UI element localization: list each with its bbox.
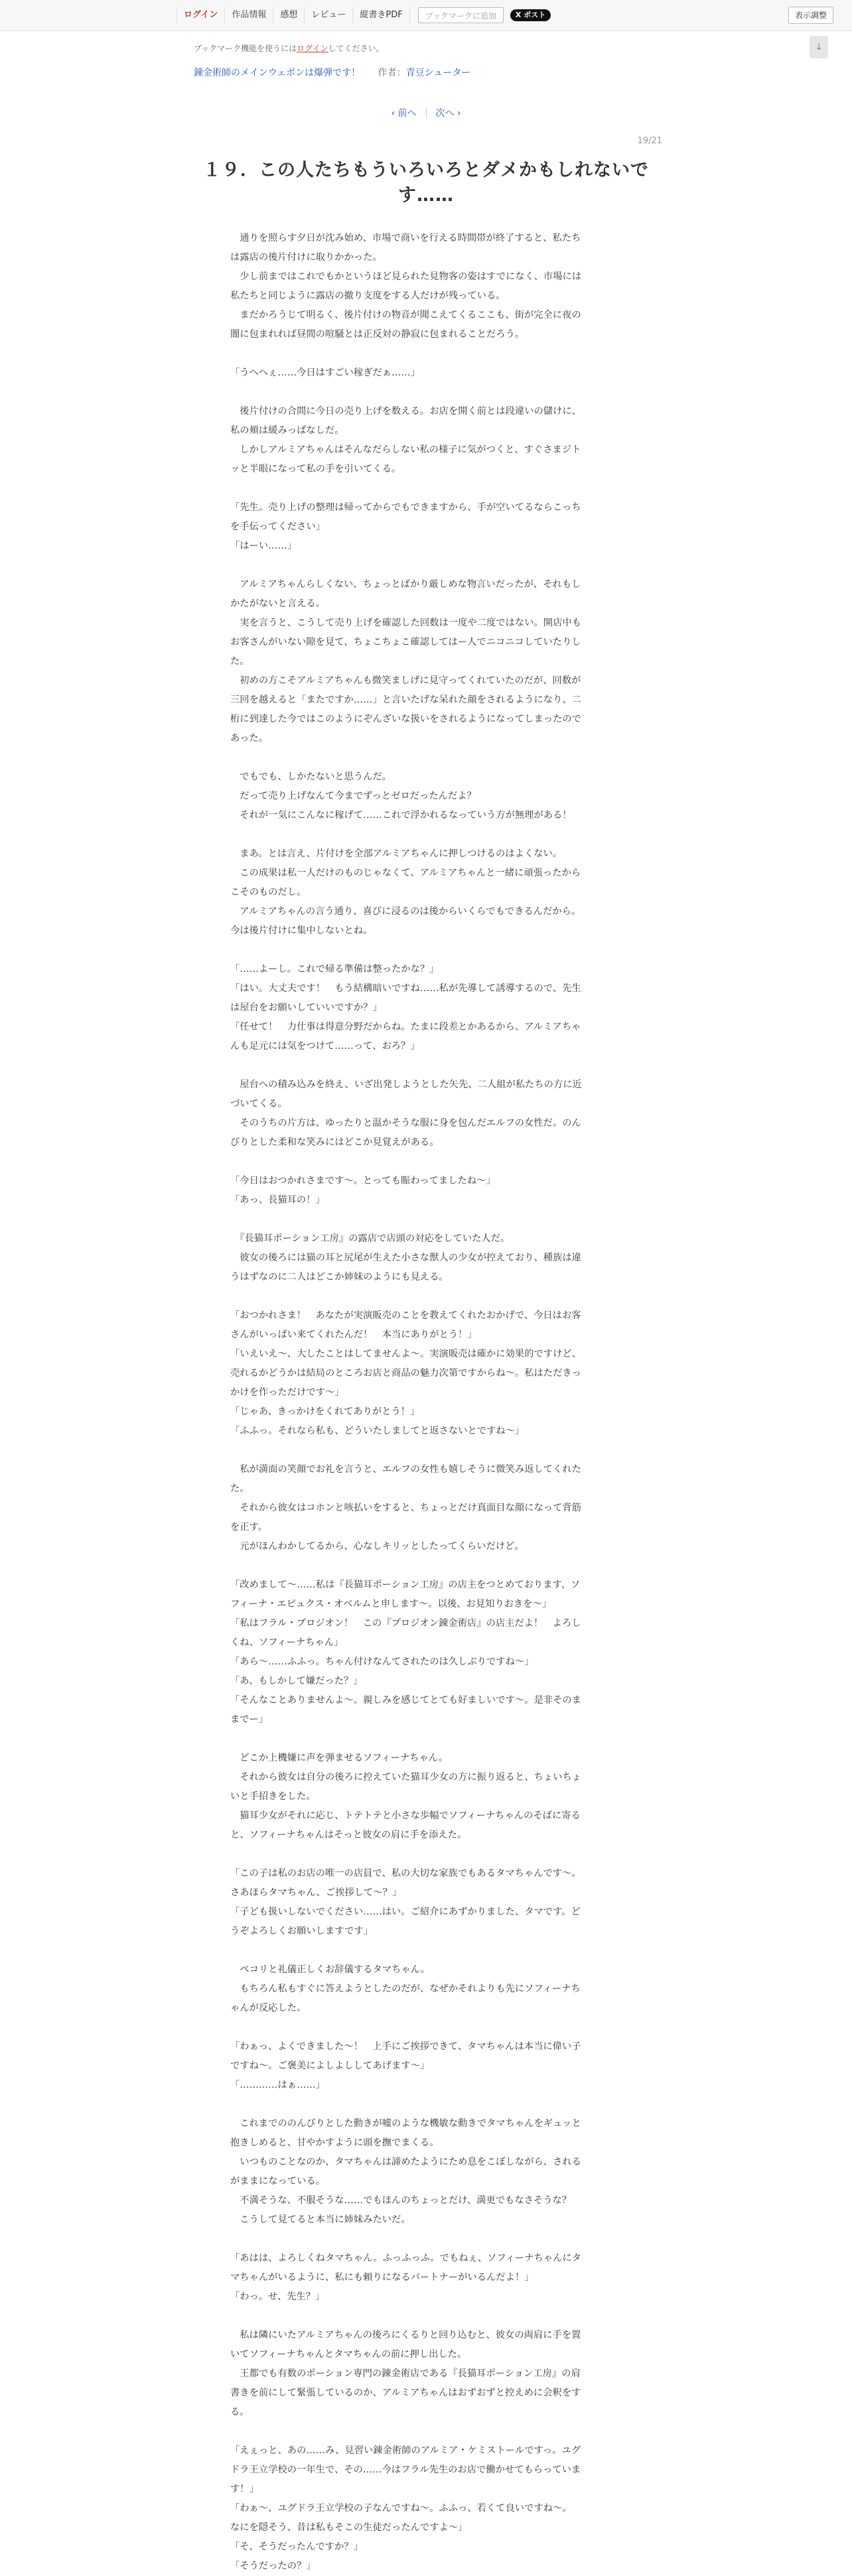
author-label: 作者：: [378, 68, 406, 78]
body-line: 「ふふっ。それなら私も、どういたしましてと返さないとですね〜」: [230, 1426, 525, 1436]
body-line: 「はーい……」: [230, 541, 297, 551]
blank-line: [230, 941, 624, 960]
chapter-title: １９．この人たちもういろいろとダメかもしれないです……: [203, 160, 649, 206]
chevron-down-icon: ↓: [815, 42, 823, 52]
body-line: 「……よーし。これで帰る準備は整ったかな？」: [230, 964, 439, 975]
blank-line: [230, 2018, 624, 2037]
top-navigation-bar: [0, 0, 852, 31]
body-line: 「じゃあ、きっかけをくれてありがとう！」: [230, 1406, 420, 1417]
bookmark-notice-suffix: してください。: [328, 44, 384, 53]
body-line: 「私はフラル・プロジオン！ この『プロジオン錬金術店』の店主だよ！ よろし: [230, 1618, 581, 1629]
body-line: 「そんなことありませんよ〜。親しみを感じてとても好ましいです〜。是非そのま: [230, 1695, 581, 1706]
blank-line: [230, 748, 624, 768]
author-link[interactable]: 青豆シューター: [405, 68, 471, 78]
body-line: しかしアルミアちゃんはそんなだらしない私の様子に気がつくと、すぐさまジト: [230, 444, 581, 455]
body-line: 初めの方こそアルミアちゃんも微笑ましげに見守ってくれていたのだが、回数が: [230, 675, 581, 686]
add-bookmark-button[interactable]: ブックマークに追加: [418, 7, 504, 23]
body-line: ですね〜。ご褒美によしよししてあげます〜」: [230, 2061, 430, 2071]
blank-line: [230, 1441, 624, 1460]
blank-line: [230, 2095, 624, 2114]
body-line: この成果は私一人だけのものじゃなくて、アルミアちゃんと一緒に頑張ったから: [230, 868, 581, 878]
body-line: 「そ、そうだったんですか？」: [230, 2542, 363, 2552]
body-line: 「そうだったの？」: [230, 2561, 316, 2571]
blank-line: [230, 344, 624, 364]
chapter-number: 19/21: [637, 136, 662, 146]
body-line: 三回を越えると「またですか……」と言いたげな呆れた顔をされるようになり、二: [230, 695, 581, 705]
body-line: 「あはは、よろしくねタマちゃん。ふっふっふ。でもねぇ、ソフィーナちゃんにタ: [230, 2253, 581, 2264]
body-line: は屋台をお願いしていいですか？」: [230, 1002, 382, 1013]
body-line: す！」: [230, 2484, 259, 2494]
body-line: る。: [230, 2407, 249, 2417]
blank-line: [230, 1941, 624, 1960]
body-line: 私たちと同じように露店の撤り支度をする人だけが残っている。: [230, 291, 506, 301]
body-line: だって売り上げなんて今までずっとゼロだったんだよ？: [230, 791, 476, 801]
blank-line: [230, 1556, 624, 1576]
body-line: 抱きしめると、甘やかすように頭を撫でまくる。: [230, 2137, 439, 2148]
body-line: あった。: [230, 733, 269, 744]
body-line: 元がほんわかしてるから、心なしキリッとしたってくらいだけど。: [230, 1541, 524, 1552]
body-line: 売れるかどうかは結局のところお店と商品の魅力次第ですからね〜。私はただきっ: [230, 1368, 581, 1379]
blank-line: [230, 825, 624, 845]
blank-line: [230, 383, 624, 402]
body-line: 「…………はぁ……」: [230, 2080, 325, 2090]
body-line: 後片付けの合間に今日の売り上げを数える。お店を開く前とは段違いの儲けに、: [230, 406, 581, 417]
login-link[interactable]: ログイン: [177, 7, 225, 24]
body-line: いてソフィーナちゃんとタマちゃんの前に押し出した。: [230, 2349, 467, 2360]
body-line: うはずなのに二人はどこか姉妹のようにも見える。: [230, 1272, 449, 1282]
body-line: 少し前まではこれでもかというほど見られた見物客の姿はすでになく、市場には: [230, 271, 582, 282]
body-line: ドラ王立学校の一年生で、その……今はフラル先生のお店で働かせてもらっていま: [230, 2465, 581, 2475]
next-chapter-link[interactable]: 次へ ›: [435, 108, 461, 119]
body-line: 「はい。大丈夫です！ もう結構暗いですね……私が先導して誘導するので、先生: [230, 983, 581, 994]
novel-body: [230, 229, 624, 2576]
blank-line: [230, 2422, 624, 2441]
body-line: 「あ、もしかして嫌だった？」: [230, 1676, 363, 1686]
body-line: いつものことなのか、タマちゃんは諦めたようにため息をこぼしながら、される: [230, 2157, 581, 2167]
body-line: 「わぁっ、よくできました〜！ 上手にご挨拶できて、タマちゃんは本当に偉い子: [230, 2041, 581, 2052]
body-line: かたがないと言える。: [230, 598, 325, 609]
x-share-button[interactable]: X ポスト: [510, 9, 551, 21]
body-line: マちゃんがいるように、私にも頼りになるパートナーがいるんだよ！」: [230, 2272, 534, 2283]
scroll-down-button[interactable]: [810, 36, 828, 58]
body-line: それから彼女は自分の後ろに控えていた猫耳少女の方に振り返ると、ちょいちょ: [230, 1772, 581, 1783]
blank-line: [230, 2307, 624, 2326]
body-line: 今は後片付けに集中しないとね。: [230, 925, 373, 936]
body-line: を手伝ってください」: [230, 521, 325, 532]
body-line: 私が満面の笑顔でお礼を言うと、エルフの女性も嬉しそうに微笑み返してくれた: [230, 1464, 581, 1475]
body-line: までー」: [230, 1714, 269, 1725]
prev-chapter-link[interactable]: ‹ 前へ: [391, 108, 417, 119]
pager-divider: [426, 108, 427, 119]
body-line: そのうちの片方は、ゆったりと温かそうな服に身を包んだエルフの女性だ。のん: [230, 1118, 581, 1128]
body-line: 通りを照らす夕日が沈み始め、市場で商いを行える時間帯が終了すると、私たち: [230, 233, 581, 243]
body-line: さんがいっぱい来てくれたんだ！ 本当にありがとう！」: [230, 1329, 477, 1340]
body-line: 「あっ、長猫耳の！」: [230, 1195, 325, 1205]
body-line: アルミアちゃんの言う通り、喜びに浸るのは後からいくらでもできるんだから。: [230, 906, 581, 917]
body-line: びりとした柔和な笑みにはどこか見覚えがある。: [230, 1137, 439, 1148]
body-line: 「えぇっと、あの……み、見習い錬金術師のアルミア・ケミストールですっ。ユグ: [230, 2445, 581, 2456]
blank-line: [230, 479, 624, 498]
body-line: 「おつかれさま！ あなたが実演販売のことを教えてくれたおかげで、今日はお客: [230, 1310, 581, 1321]
blank-line: [230, 556, 624, 575]
body-line: 「あら〜……ふふっ。ちゃん付けなんてされたのは久しぶりですね〜」: [230, 1657, 534, 1667]
body-line: まあ。とは言え、片付けを全部アルミアちゃんに押しつけるのはよくない。: [230, 848, 563, 859]
main-nav: [177, 7, 551, 24]
body-line: 『長猫耳ポーション工房』の露店で店頭の対応をしていた人だ。: [230, 1233, 510, 1244]
body-line: 「先生。売り上げの整理は帰ってからでもできますから、手が空いてるならこっち: [230, 502, 581, 513]
body-line: ゃんが反応した。: [230, 2003, 307, 2013]
chapter-pager: [0, 106, 852, 119]
body-line: 屋台への積み込みを終え、いざ出発しようとした矢先、二人組が私たちの方に近: [230, 1079, 582, 1090]
body-line: 「わぁ〜、ユグドラ王立学校の子なんですね〜。ふふっ、若くて良いですね〜。: [230, 2503, 572, 2514]
body-line: 私の頬は緩みっぱなしだ。: [230, 425, 344, 436]
body-line: 「うへへぇ……今日はすごい稼ぎだぁ……」: [230, 368, 420, 378]
blank-line: [230, 2230, 624, 2249]
blank-line: [230, 1056, 624, 1075]
body-line: ッと半眼になって私の手を引いてくる。: [230, 464, 401, 474]
body-line: お客さんがいない隙を見て、ちょこちょこ確認してはー人でニコニコしていたりし: [230, 637, 581, 647]
body-line: もちろん私もすぐに答えようとしたのだが、なぜかそれよりも先にソフィーナち: [230, 1984, 581, 1994]
body-line: た。: [230, 1483, 249, 1494]
blank-line: [230, 1729, 624, 1749]
body-line: 桁に到達した今ではこのようにぞんざいな扱いをされるようになってしまったので: [230, 714, 581, 724]
body-line: いと手招きをした。: [230, 1791, 316, 1802]
bookmark-notice: [194, 42, 384, 54]
body-line: なにを隠そう、昔は私もそこの生徒だったんですよ〜」: [230, 2522, 468, 2533]
body-line: 闇に包まれれば昼間の喧騒とは正反対の静寂に包まれることだろう。: [230, 329, 525, 340]
body-line: 彼女の後ろには猫の耳と尻尾が生えた小さな獣人の少女が控えており、種族は違: [230, 1253, 581, 1263]
work-info-link[interactable]: 作品情報: [225, 7, 273, 24]
body-line: かけを作っただけです〜」: [230, 1387, 344, 1398]
body-line: と、ソフィーナちゃんはそっと彼女の肩に手を添えた。: [230, 1830, 467, 1840]
body-line: た。: [230, 656, 249, 667]
body-line: 「任せて！ 力仕事は得意分野だからね。たまに段差とかあるから、アルミアちゃ: [230, 1022, 581, 1032]
body-line: を正す。: [230, 1522, 268, 1532]
body-line: づいてくる。: [230, 1099, 287, 1109]
impression-link[interactable]: 感想: [273, 7, 305, 24]
body-line: こそのものだし。: [230, 887, 307, 898]
body-line: それが一気にこんなに稼げて……これで浮かれるなっていう方が無理がある！: [230, 810, 572, 821]
body-line: くね、ソフィーナちゃん」: [230, 1637, 344, 1648]
body-line: 猫耳少女がそれに応じ、トテトテと小さな歩幅でソフィーナちゃんのそばに寄る: [230, 1810, 581, 1821]
body-line: 「いえいえ〜、大したことはしてませんよ〜。実演販売は確かに効果的ですけど、: [230, 1349, 581, 1359]
body-line: は露店の後片付けに取りかかった。: [230, 252, 382, 263]
body-line: 王都でも有数のポーション専門の錬金術店である『長猫耳ポーション工房』の肩: [230, 2368, 581, 2379]
body-line: 「この子は私のお店の唯一の店員で、私の大切な家族でもあるタマちゃんです〜。: [230, 1868, 581, 1879]
body-line: うぞよろしくお願いしますです」: [230, 1926, 373, 1936]
body-line: 「今日はおつかれさまです〜。とっても賑わってましたね〜」: [230, 1176, 496, 1186]
body-line: 不満そうな、不服そうな……でもほんのちょっとだけ、満更でもなさそうな？: [230, 2195, 572, 2206]
body-line: 実を言うと、こうして売り上げを確認した回数は一度や二度ではない。開店中も: [230, 618, 581, 628]
body-line: さあほらタマちゃん、ご挨拶して〜？」: [230, 1887, 402, 1898]
display-settings-button[interactable]: 表示調整: [788, 7, 833, 24]
body-line: フィーナ・エピュクス・オベルムと申します〜。以後、お見知りおきを〜」: [230, 1599, 552, 1609]
body-line: 「子ども扱いしないでください……はい。ご紹介にあずかりました、タマです。ど: [230, 1907, 581, 1917]
review-link[interactable]: レビュー: [305, 7, 353, 24]
body-line: 私は隣にいたアルミアちゃんの後ろにくるりと回り込むと、彼女の両肩に手を置: [230, 2330, 581, 2340]
body-line: アルミアちゃんらしくない、ちょっとばかり厳しめな物言いだったが、それもし: [230, 579, 581, 590]
blank-line: [230, 1152, 624, 1172]
body-line: んも足元には気をつけて……って、おろ？」: [230, 1041, 420, 1051]
body-line: ペコリと礼儀正しくお辞儀するタマちゃん。: [230, 1964, 431, 1975]
body-line: これまでののんびりとした動きが嘘のような機敏な動きでタマちゃんをギュッと: [230, 2118, 581, 2129]
body-line: 「わっ。せ、先生？」: [230, 2291, 325, 2302]
blank-line: [230, 1210, 624, 1229]
body-line: がままになっている。: [230, 2176, 325, 2187]
body-line: 書きを前にして緊張しているのか、アルミアちゃんはおずおずと控えめに会釈をす: [230, 2388, 581, 2398]
bookmark-login-link[interactable]: ログイン: [297, 44, 328, 53]
blank-line: [230, 1845, 624, 1864]
blank-line: [230, 1287, 624, 1306]
body-line: でもでも、しかたないと思うんだ。: [230, 772, 392, 782]
bookmark-notice-prefix: ブックマーク機能を使うには: [194, 44, 297, 53]
vertical-pdf-link[interactable]: 縦書きPDF: [353, 7, 409, 24]
body-line: どこか上機嫌に声を弾ませるソフィーナちゃん。: [230, 1753, 449, 1763]
body-line: それから彼女はコホンと咳払いをすると、ちょっとだけ真面目な顔になって背筋: [230, 1503, 581, 1513]
body-line: 「改めまして〜……私は『長猫耳ポーション工房』の店主をつとめております、ソ: [230, 1580, 581, 1590]
series-title-link[interactable]: 錬金術師のメインウェポンは爆弾です！: [194, 68, 361, 78]
series-info: [194, 66, 470, 79]
body-line: こうして見てると本当に姉妹みたいだ。: [230, 2214, 411, 2225]
body-line: まだかろうじて明るく、後片付けの物音が聞こえてくるここも、街が完全に夜の: [230, 310, 581, 320]
